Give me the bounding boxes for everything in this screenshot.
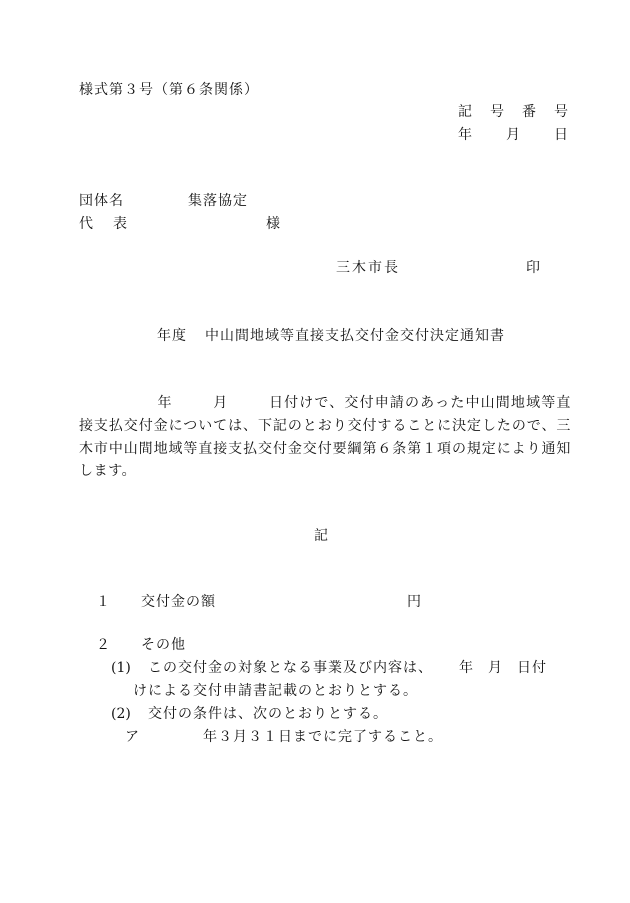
title-year-prefix: 年度 [157,328,187,344]
item2-label: その他 [141,637,186,653]
representative-char-1: 代 [79,216,93,232]
sub2-text: 交付の条件は、次のとおりとする。 [148,706,388,722]
seal-mark: 印 [526,260,540,276]
body-month: 月 [212,395,229,411]
document-title [157,327,505,345]
form-number: 様式第３号（第６条関係） [79,82,259,98]
doc-number-go1: 号 [490,104,504,120]
sub-a-number: ア [125,729,139,745]
issuer-name: 三木市長 [336,260,400,276]
sub1-text [148,659,547,677]
title-text: 中山間地域等直接支払交付金交付決定通知書 [205,328,505,344]
doc-number-go2: 号 [554,104,568,120]
honorific: 様 [266,216,280,232]
item1-label: 交付金の額 [141,594,216,610]
sub1-text-a: この交付金の対象となる事業及び内容は、 [148,660,433,676]
org-name-label: 団体名 [79,193,124,209]
representative-char-2: 表 [113,216,127,232]
document-date [458,126,568,144]
doc-number-ban: 番 [522,104,536,120]
document-number [458,103,568,121]
item1-number: １ [96,594,110,610]
body-year: 年 [157,395,173,411]
org-name-value: 集落協定 [188,193,248,209]
doc-date-month: 月 [506,127,520,143]
item2-number: ２ [96,637,110,653]
doc-date-day: 日 [554,127,568,143]
sub1-text-b: 日付 [517,660,547,676]
sub-a-text: 年３月３１日までに完了すること。 [203,729,443,745]
sub2-number: (2) [111,706,131,722]
sub1-year: 年 [459,660,474,676]
doc-number-ki: 記 [458,104,472,120]
sub1-continuation: けによる交付申請書記載のとおりとする。 [133,683,418,699]
item1-unit: 円 [407,594,421,610]
sub1-month: 月 [488,660,503,676]
ki-heading: 記 [314,528,328,544]
body-paragraph [79,392,571,483]
sub1-number: (1) [111,660,131,676]
representative-label [79,215,127,233]
body-text: 日付けで、交付申請のあった中山間地域等直接支払交付金については、下記のとおり交付することに決定したので、三木市中山間地域等直接支払交付金交付要綱第６条第１項の規定により通知します。 [79,395,571,480]
doc-date-year: 年 [458,127,472,143]
